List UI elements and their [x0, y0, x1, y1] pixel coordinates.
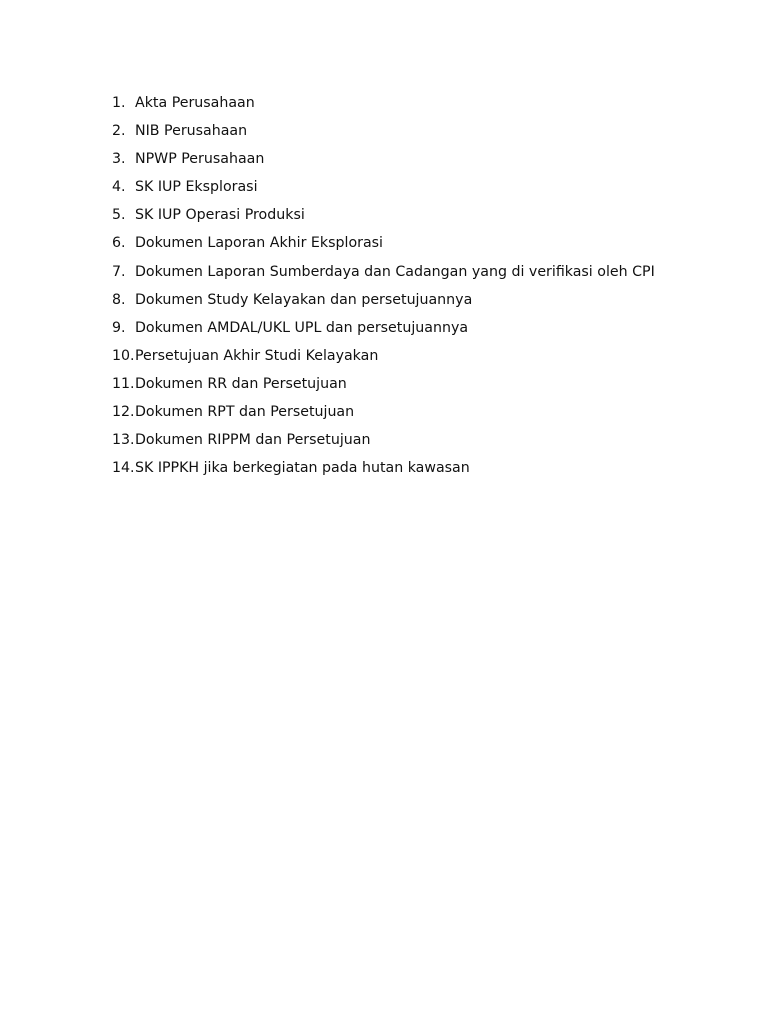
list-item: [112, 372, 655, 400]
item-number: 7.: [112, 263, 126, 280]
item-text: Dokumen Study Kelayakan dan persetujuannya: [135, 291, 473, 308]
item-text: Dokumen Laporan Akhir Eksplorasi: [135, 235, 383, 252]
list-item: [112, 203, 655, 231]
list-item: [112, 175, 655, 203]
item-number: 6.: [112, 235, 126, 252]
item-text: Dokumen RR dan Persetujuan: [135, 375, 347, 392]
list-item: [112, 91, 655, 119]
list-item: [112, 316, 655, 344]
item-number: 9.: [112, 319, 126, 336]
item-number: 5.: [112, 207, 126, 224]
item-text: Persetujuan Akhir Studi Kelayakan: [135, 347, 379, 364]
list-item: [112, 428, 655, 456]
list-item: [112, 260, 655, 288]
item-text: Dokumen Laporan Sumberdaya dan Cadangan yang di verifikasi oleh CPI: [135, 263, 655, 280]
item-text: SK IUP Eksplorasi: [135, 179, 258, 196]
list-item: [112, 344, 655, 372]
item-number: 11.: [112, 375, 135, 392]
item-number: 14.: [112, 460, 135, 477]
item-number: 12.: [112, 404, 135, 421]
item-number: 3.: [112, 151, 126, 168]
item-text: Akta Perusahaan: [135, 95, 255, 111]
item-number: 8.: [112, 291, 126, 308]
item-text: NIB Perusahaan: [135, 123, 248, 140]
document-checklist: [112, 91, 655, 484]
list-item: [112, 147, 655, 175]
item-text: Dokumen RPT dan Persetujuan: [135, 404, 355, 421]
item-text: SK IUP Operasi Produksi: [135, 207, 305, 224]
list-item: [112, 456, 655, 484]
item-number: 13.: [112, 432, 135, 449]
list-item: [112, 288, 655, 316]
list-item: [112, 231, 655, 259]
item-text: NPWP Perusahaan: [135, 151, 265, 168]
item-number: 2.: [112, 123, 126, 140]
list-item: [112, 119, 655, 147]
item-number: 10.: [112, 347, 135, 364]
item-text: Dokumen AMDAL/UKL UPL dan persetujuannya: [135, 319, 469, 336]
list-item: [112, 400, 655, 428]
item-number: 1.: [112, 95, 126, 111]
item-number: 4.: [112, 179, 126, 196]
item-text: Dokumen RIPPM dan Persetujuan: [135, 432, 371, 449]
item-text: SK IPPKH jika berkegiatan pada hutan kawasan: [135, 460, 470, 477]
